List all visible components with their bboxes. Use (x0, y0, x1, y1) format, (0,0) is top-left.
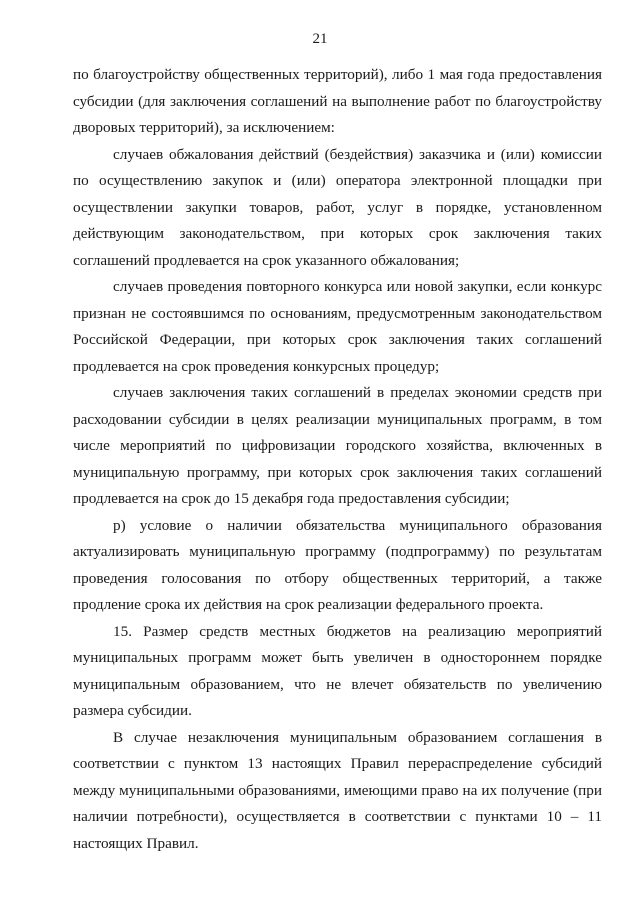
paragraph-item-r: р) условие о наличии обязательства муниципального образования актуализировать муниципальную программу (подпрограмму) по результатам проведения голосования по отбору общественных территорий, а также продление срока их действия на срок реализации федерального проекта. (73, 516, 602, 613)
paragraph-exception-savings: случаев заключения таких соглашений в пределах экономии средств при расходовании субсидии в целях реализации муниципальных программ, в том числе мероприятий по цифровизации городского хозяйства, включенных в муниципальную программу, при которых срок заключения таких соглашений продлевается на срок до 15 декабря года предоставления субсидии; (73, 384, 602, 507)
paragraph-continuation: по благоустройству общественных территорий), либо 1 мая года предоставления субсидии (для заключения соглашений на выполнение работ по благоустройству дворовых территорий), за исключением: (73, 66, 602, 136)
paragraph-exception-repeat-tender: случаев проведения повторного конкурса или новой закупки, если конкурс признан не состоявшимся по основаниям, предусмотренным законодательством Российской Федерации, при которых срок заключения таких соглашений продлевается на срок проведения конкурсных процедур; (73, 278, 602, 375)
paragraph-exception-appeal: случаев обжалования действий (бездействия) заказчика и (или) комиссии по осуществлению закупок и (или) оператора электронной площадки при осуществлении закупки товаров, работ, услуг в порядке, установленном действующим законодательством, при которых срок заключения таких соглашений продлевается на срок указанного обжалования; (73, 145, 602, 269)
paragraph-redistribution: В случае незаключения муниципальным образованием соглашения в соответствии с пунктом 13 настоящих Правил перераспределение субсидий между муниципальными образованиями, имеющими право на их получение (при наличии потребности), осуществляется в соответствии с пунктами 10 – 11 настоящих Правил. (73, 728, 602, 852)
page-number: 21 (312, 31, 328, 47)
document-body (73, 62, 602, 857)
paragraph-clause-15: 15. Размер средств местных бюджетов на реализацию мероприятий муниципальных программ может быть увеличен в одностороннем порядке муниципальным образованием, что не влечет обязательств по увеличению размера субсидии. (73, 622, 602, 719)
